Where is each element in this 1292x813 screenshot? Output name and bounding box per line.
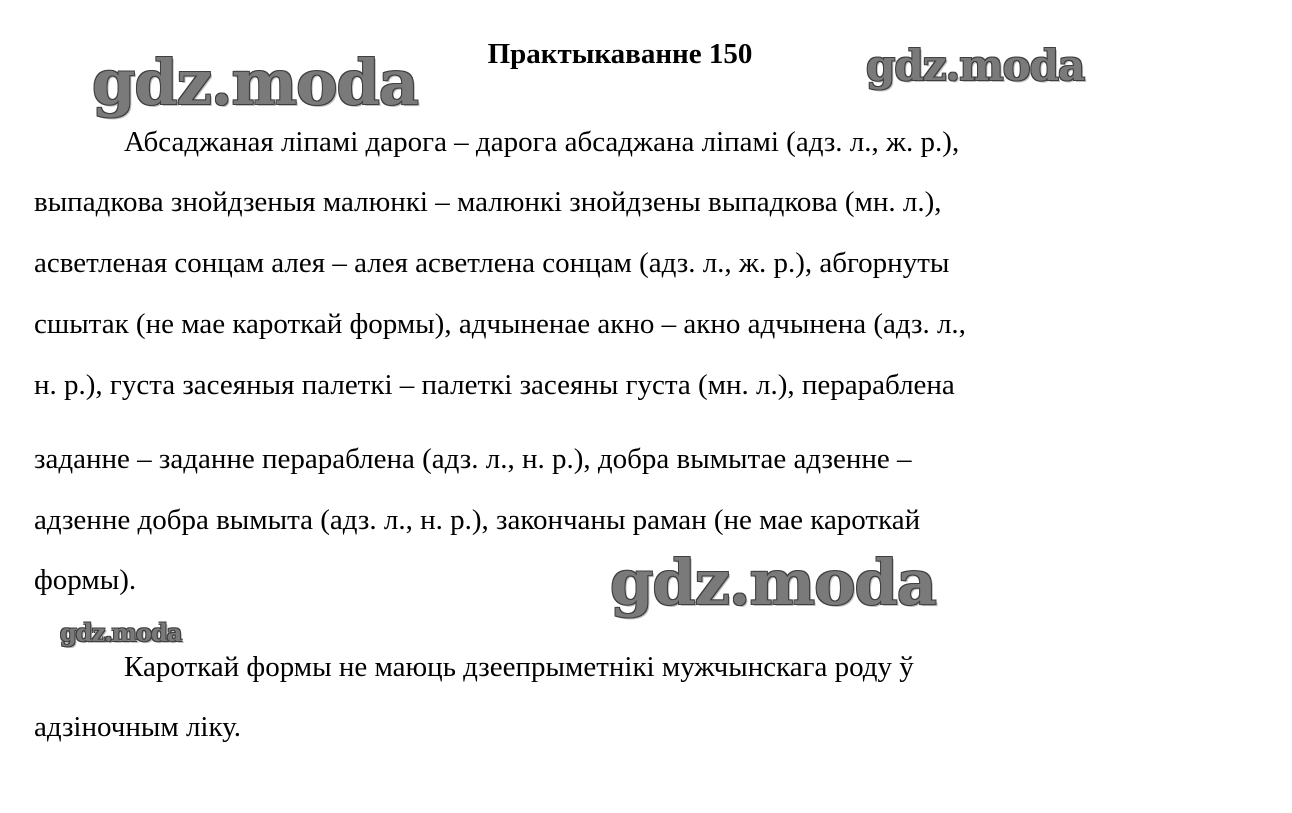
paragraph-1-line-4: сшытак (не мае кароткай формы), адчыненае акно – акно адчынена (адз. л.,	[34, 308, 966, 340]
watermark-logo: gdz.moda	[866, 41, 1085, 90]
watermark-logo: gdz.moda	[610, 546, 936, 619]
paragraph-1-line-8: формы).	[34, 564, 137, 596]
watermark-logo: gdz.moda	[60, 618, 182, 647]
paragraph-1-line-3: асветленая сонцам алея – алея асветлена сонцам (адз. л., ж. р.), абгорнуты	[34, 247, 950, 279]
paragraph-1-line-5: н. р.), густа засеяныя палеткі – палеткі засеяны густа (мн. л.), перараблена	[34, 369, 955, 401]
paragraph-1-line-6: заданне – заданне перараблена (адз. л., н. р.), добра вымытае адзенне –	[34, 443, 912, 475]
paragraph-1-line-2: выпадкова знойдзеныя малюнкі – малюнкі знойдзены выпадкова (мн. л.),	[34, 186, 942, 218]
paragraph-2-line-1: Кароткай формы не маюць дзеепрыметнікі мужчынскага роду ў	[124, 651, 914, 683]
paragraph-1-line-1: Абсаджаная ліпамі дарога – дарога абсаджана ліпамі (адз. л., ж. р.),	[124, 126, 960, 158]
paragraph-1-line-7: адзенне добра вымыта (адз. л., н. р.), закончаны раман (не мае кароткай	[34, 504, 921, 536]
paragraph-2-line-2: адзіночным ліку.	[34, 711, 242, 743]
watermark-logo: gdz.moda	[92, 46, 418, 119]
page-title: Практыкаванне 150	[487, 38, 753, 70]
